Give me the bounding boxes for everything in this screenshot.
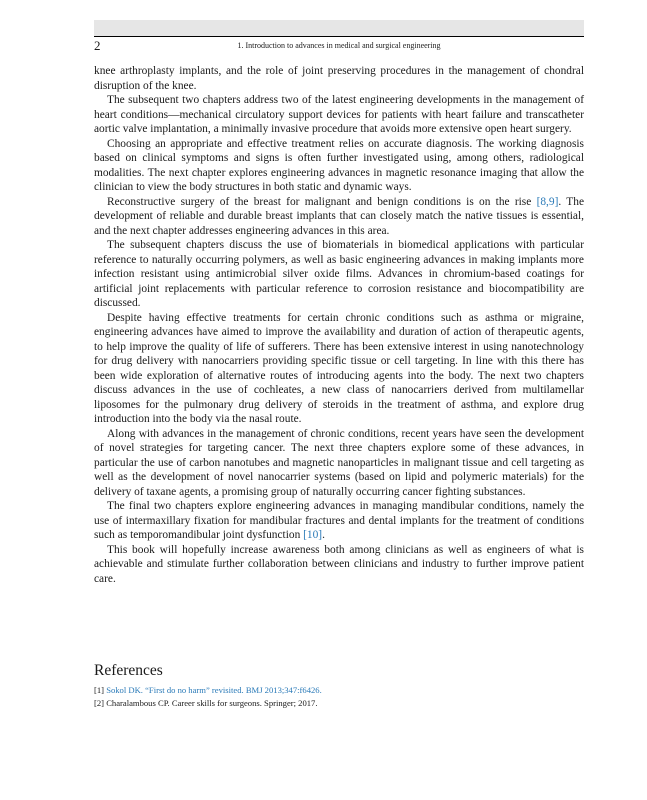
header-bar (94, 20, 584, 36)
paragraph-9: This book will hopefully increase awareness both among clinicians as well as engineers of what is achievable and stimulate further collaboration between clinicians and industry to further improve patient care. (94, 543, 584, 585)
reference-item (94, 697, 584, 710)
paragraph-2: The subsequent two chapters address two of the latest engineering developments in the management of heart conditions—mechanical circulatory support devices for patients with heart failure and transcatheter aortic valve implantation, a minimally invasive procedure that avoids more extensive open heart surgery. (94, 94, 584, 135)
references-heading: References (94, 662, 163, 679)
paragraph-1: knee arthroplasty implants, and the role of joint preserving procedures in the management of chondral disruption of the knee. (94, 65, 584, 92)
reference-number: [2] (94, 698, 105, 708)
running-title: 1. Introduction to advances in medical and surgical engineering (237, 41, 441, 50)
paragraph-8 (94, 499, 584, 543)
paragraph-4 (94, 195, 584, 239)
paragraph-7: Along with advances in the management of chronic conditions, recent years have seen the development of novel strategies for targeting cancer. The next three chapters explore some of these advances, in particular the use of carbon nanotubes and magnetic nanoparticles in malignant tissue and cell targeting as well as the development of novel nanocarrier systems (based on lipid and polymeric materials) for the delivery of taxane agents, a promising group of naturally occurring cancer fighting substances. (94, 427, 584, 498)
paragraph-4-text-b: . The development of reliable and durable breast implants that can closely match the native tissues is essential, and the next chapter addresses engineering advances in this area. (94, 195, 584, 237)
references-list (94, 684, 584, 710)
citation-8-9-link[interactable]: [8,9] (536, 195, 559, 208)
reference-number: [1] (94, 685, 105, 695)
citation-10-link[interactable]: [10] (303, 529, 323, 541)
paragraph-6: Despite having effective treatments for certain chronic conditions such as asthma or migraine, engineering advances have aimed to improve the availability and duration of action of therapeutic agents, to help improve the quality of life of sufferers. There has been extensive interest in using nanotechnology for drug delivery with nanocarriers providing specific tissue or cell targeting. In line with this there has been wide exploration of alternative routes of introducing agents into the body. The next two chapters discuss advances in the use of cochleates, a new class of nanocarriers derived from multilamellar liposomes for the pulmonary drug delivery of steroids in the treatment of asthma, and explore drug introduction into the body via the nasal route. (94, 311, 584, 425)
reference-text: Charalambous CP. Career skills for surgeons. Springer; 2017. (106, 698, 318, 708)
body-text (94, 64, 584, 586)
page-number: 2 (94, 38, 101, 53)
paragraph-4-text-a: Reconstructive surgery of the breast for malignant and benign conditions is on the rise (107, 195, 537, 208)
reference-item (94, 684, 584, 697)
paragraph-8-text-b: . (322, 529, 325, 541)
header-rule (94, 36, 584, 37)
paragraph-5: The subsequent chapters discuss the use of biomaterials in biomedical applications with particular reference to naturally occurring polymers, as well as basic engineering advances in making implants more infection resistant using antimicrobial silver oxide films. Advances in chromium-based coatings for artificial joint replacements with particular reference to corrosion resistance and biocompatibility are discussed. (94, 239, 584, 309)
reference-link[interactable]: Sokol DK. “First do no harm” revisited. BMJ 2013;347:f6426. (106, 685, 322, 695)
paragraph-8-text-a: The final two chapters explore engineering advances in managing mandibular conditions, namely the use of intermaxillary fixation for mandibular fractures and dental implants for the treatment of conditions such as temporomandibular joint dysfunction (94, 500, 584, 541)
paragraph-3: Choosing an appropriate and effective treatment relies on accurate diagnosis. The working diagnosis based on clinical symptoms and signs is often further investigated using, among others, radiological modalities. The next chapter explores engineering advances in magnetic resonance imaging that allow the clinician to view the body structures in both static and dynamic ways. (94, 137, 584, 193)
